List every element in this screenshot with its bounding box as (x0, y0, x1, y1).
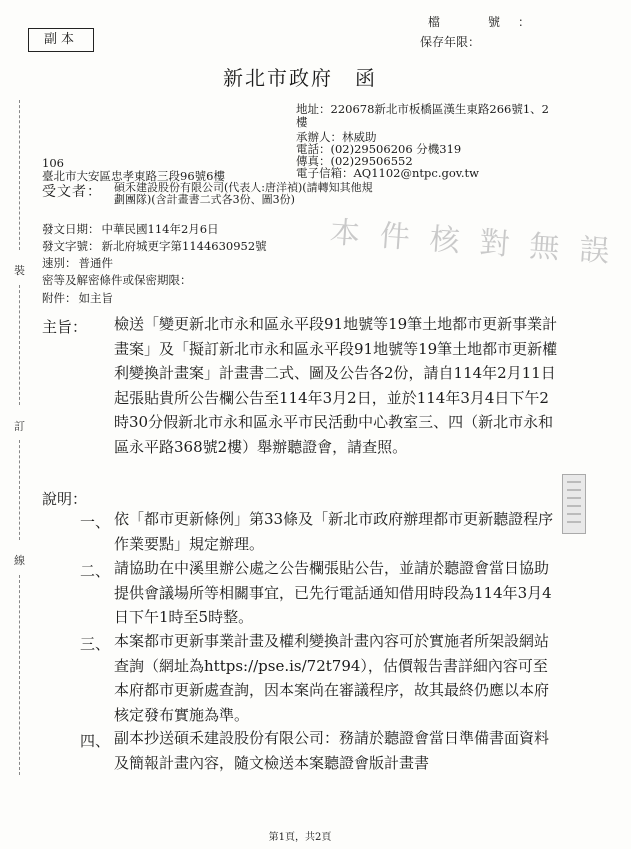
recipient-address: 臺北市大安區忠孝東路三段96號6樓 (42, 169, 225, 183)
subject-label: 主旨： (42, 318, 88, 336)
page-footer: 第1頁，共2頁 (268, 832, 332, 843)
phone: 電話：(02)29506206 分機319 (296, 142, 462, 156)
binding-line (19, 575, 20, 775)
issue-date-label: 發文日期： (42, 222, 100, 236)
list-item: 本案都市更新事業計畫及權利變換計畫內容可於實施者所架設網站查詢（網址為https://pse.is/72t794），估價報告書詳細內容可至本府都市更新處查詢，因本案尚在審議程序，故其最終仍應以本府核定發布實施為準。 (114, 632, 550, 724)
speed-class-value: 普通件 (78, 256, 113, 270)
speed-class (42, 255, 113, 271)
verification-stamp: 本件核對無誤 (328, 215, 631, 271)
fax: 傳真：(02)29506552 (296, 154, 413, 168)
document-number-value: 新北府城更字第1144630952號 (101, 239, 267, 253)
binding-mark-xian: 線 (14, 554, 25, 567)
list-item-number: 一、 (80, 513, 111, 531)
handler: 承辦人：林威助 (296, 130, 377, 144)
recipient-label: 受文者： (42, 184, 102, 200)
secrecy (42, 272, 194, 288)
receipt-stamp (562, 474, 586, 534)
sender-address-line1: 地址：220678新北市板橋區漢生東路266號1、2 (296, 102, 549, 116)
document-number (42, 238, 267, 254)
list-item-number: 三、 (80, 635, 111, 653)
binding-mark-ding: 訂 (14, 420, 25, 433)
recipient-name: 碩禾建設股份有限公司(代表人:唐洋禎)(請轉知其他規劃團隊)(含計畫書二式各3份、圖3份) (114, 181, 373, 206)
recipient-postcode: 106 (42, 156, 64, 170)
list-item: 依「都市更新條例」第33條及「新北市政府辦理都市更新聽證程序作業要點」規定辦理。 (114, 510, 554, 553)
sender-address-line2: 樓 (296, 115, 308, 129)
subject-text: 檢送「變更新北市永和區永平段91地號等19筆土地都市更新事業計畫案」及「擬訂新北市永和區永平段91地號等19筆土地都市更新權利變換計畫案」計畫書二式、圖及公告各2份，請自114年2月11日起張貼貴所公告欄公告至114年3月2日，並於114年3月4日下午2時30分假新北市永和區永平市民活動中心教室三、四（新北市永和區永平路368號2樓）舉辦聽證會，請查照。 (114, 315, 558, 456)
binding-line (19, 100, 20, 250)
list-item-number: 二、 (80, 562, 111, 580)
binding-line (19, 285, 20, 405)
copy-mark: 副本 (28, 28, 94, 52)
archive-number-label: 檔 號： (428, 15, 549, 29)
binding-mark-zhuang: 裝 (14, 264, 25, 277)
binding-line (19, 440, 20, 540)
issue-date (42, 221, 219, 237)
issue-date-value: 中華民國114年2月6日 (101, 222, 219, 236)
document-number-label: 發文字號： (42, 239, 100, 253)
retention-period-label: 保存年限： (420, 35, 481, 49)
list-item-number: 四、 (80, 732, 111, 750)
description-label: 說明： (42, 490, 88, 508)
email: 電子信箱：AQ1102@ntpc.gov.tw (296, 166, 480, 180)
list-item: 副本抄送碩禾建設股份有限公司：務請於聽證會當日準備書面資料及簡報計畫內容，隨文檢送本案聽證會版計畫書 (114, 729, 550, 772)
secrecy-label: 密等及解密條件或保密期限： (42, 273, 192, 287)
attachment-value: 如主旨 (78, 291, 113, 305)
list-item: 請協助在中溪里辦公處之公告欄張貼公告，並請於聽證會當日協助提供會議場所等相關事宜，已先行電話通知借用時段為114年3月4日下午1時至5時整。 (114, 559, 552, 626)
attachment (42, 290, 113, 306)
speed-class-label: 速別： (42, 256, 77, 270)
attachment-label: 附件： (42, 291, 77, 305)
document-title: 新北市政府 函 (223, 66, 377, 90)
